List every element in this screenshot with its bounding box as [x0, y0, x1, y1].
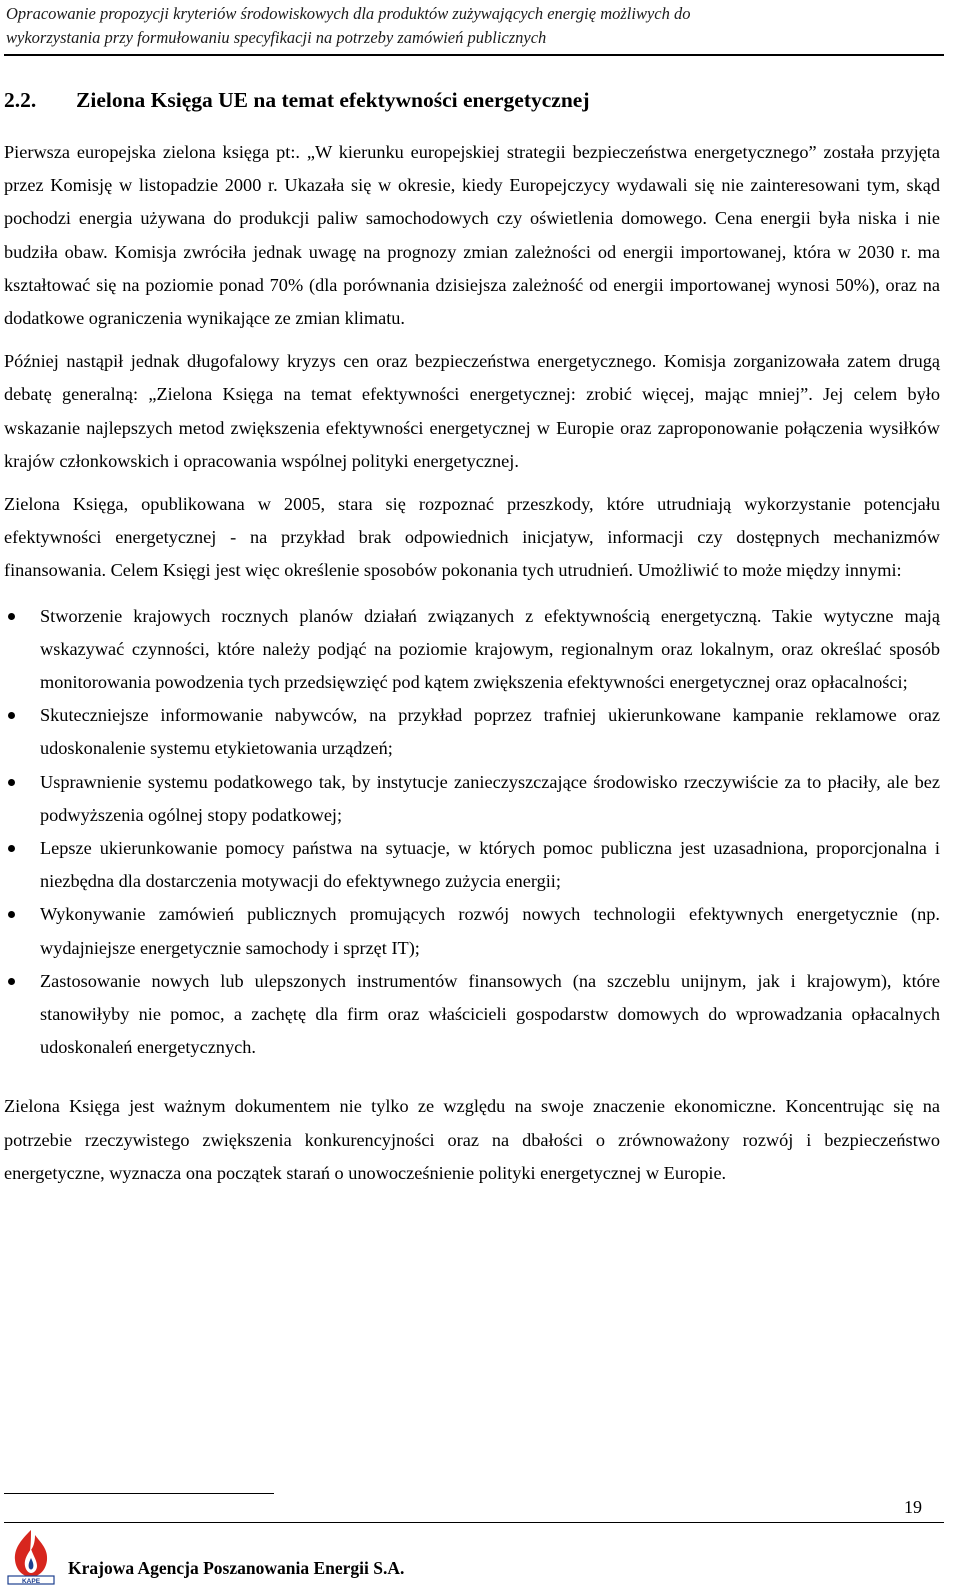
body-text — [4, 136, 940, 1190]
paragraph-2: Później nastąpił jednak długofalowy kryzys cen oraz bezpieczeństwa energetycznego. Komisja zorganizowała zatem drugą debatę generalną: „Zielona Księga na temat efektywności energetycznej: zrobić więcej, mając mniej”. Jej celem było wskazanie najlepszych metod zwiększenia efektywności energetycznej w Europie oraz zaproponowanie połączenia wysiłków krajów członkowskich i opracowania wspólnej polityki energetycznej. — [4, 351, 940, 471]
kape-flame-logo-icon — [4, 1527, 58, 1585]
paragraph-1: Pierwsza europejska zielona księga pt:. „W kierunku europejskiej strategii bezpieczeństwa energetycznego” została przyjęta przez Komisję w listopadzie 2000 r. Ukazała się w okresie, kiedy Europejczycy wydawali się nie zainteresowani tym, skąd pochodzi energia używana do produkcji paliw samochodowych czy oświetlenia domowego. Cena energii była niska i nie budziła obaw. Komisja zwróciła jednak uwagę na prognozy zmian zależności od energii importowanej, która w 2030 r. ma kształtować się na poziomie ponad 70% (dla porównania dzisiejsza zależność od energii importowanej wynosi 50%), oraz na dodatkowe ograniczenia wynikające ze zmian klimatu. — [4, 142, 940, 329]
measures-list — [4, 600, 940, 1065]
closing-paragraph: Zielona Księga jest ważnym dokumentem nie tylko ze względu na swoje znaczenie ekonomiczne. Koncentrując się na potrzebie rzeczywistego zwiększenia konkurencyjności oraz na dbałości o zrównoważony rozwój i bezpieczeństwo energetyczne, wyznacza ona początek starań o unowocześnienie polityki energetycznej w Europie. — [4, 1096, 940, 1183]
list-item-text: Lepsze ukierunkowanie pomocy państwa na sytuacje, w których pomoc publiczna jest uzasadniona, proporcjonalna i niezbędna dla dostarczenia motywacji do efektywnego zużycia energii; — [40, 838, 940, 892]
list-item-text: Stworzenie krajowych rocznych planów działań związanych z efektywnością energetyczną. Takie wytyczne mają wskazywać czynności, które należy podjąć na poziomie krajowym, regionalnym oraz lokalnym, oraz określać sposób monitorowania powodzenia tych przedsięwzięć pod kątem zwiększenia efektywności energetycznej oraz opłacalności; — [40, 605, 940, 693]
section-heading — [4, 86, 934, 114]
bullet-icon — [8, 712, 15, 719]
list-item — [4, 832, 940, 898]
list-item — [4, 600, 940, 700]
logo-text: KAPE — [21, 1578, 41, 1585]
header-divider — [4, 54, 944, 56]
bullet-icon — [8, 911, 15, 918]
list-item-text: Skuteczniejsze informowanie nabywców, na przykład poprzez trafniej ukierunkowane kampanie reklamowe oraz udoskonalenie systemu etykietowania urządzeń; — [40, 705, 940, 759]
list-item — [4, 766, 940, 832]
list-item — [4, 965, 940, 1065]
list-item-text: Usprawnienie systemu podatkowego tak, by instytucje zanieczyszczające środowisko rzeczywiście za to płaciły, ale bez podwyższenia ogólnej stopy podatkowej; — [40, 771, 940, 825]
bullet-icon — [8, 779, 15, 786]
bullet-icon — [8, 845, 15, 852]
running-header-line-1: Opracowanie propozycji kryteriów środowiskowych dla produktów zużywających energię możliwych do — [6, 4, 691, 23]
list-item-text: Zastosowanie nowych lub ulepszonych instrumentów finansowych (na szczeblu unijnym, jak i krajowym), które stanowiłyby nie pomoc, a zachętę dla firm oraz właścicieli gospodarstw domowych do wprowadzania opłacalnych udoskonaleń energetycznych. — [40, 970, 940, 1058]
section-number: 2.2. — [4, 88, 37, 112]
footer-divider — [4, 1522, 944, 1523]
bullet-icon — [8, 613, 15, 620]
paragraph-3: Zielona Księga, opublikowana w 2005, stara się rozpoznać przeszkody, które utrudniają wykorzystanie potencjału efektywności energetycznej - na przykład brak odpowiednich inicjatyw, informacji czy dostępnych mechanizmów finansowania. Celem Księgi jest więc określenie sposobów pokonania tych utrudnień. Umożliwić to może między innymi: — [4, 494, 940, 581]
bullet-icon — [8, 978, 15, 985]
footer-organization: Krajowa Agencja Poszanowania Energii S.A. — [68, 1558, 405, 1578]
footnote-separator — [4, 1493, 274, 1494]
page-number: 19 — [904, 1497, 922, 1517]
section-title: Zielona Księga UE na temat efektywności energetycznej — [76, 88, 590, 112]
list-item-text: Wykonywanie zamówień publicznych promujących rozwój nowych technologii efektywnych energetycznie (np. wydajniejsze energetycznie samochody i sprzęt IT); — [40, 904, 940, 958]
running-header — [6, 2, 936, 50]
list-item — [4, 898, 940, 964]
list-item — [4, 699, 940, 765]
running-header-line-2: wykorzystania przy formułowaniu specyfikacji na potrzeby zamówień publicznych — [6, 28, 547, 47]
